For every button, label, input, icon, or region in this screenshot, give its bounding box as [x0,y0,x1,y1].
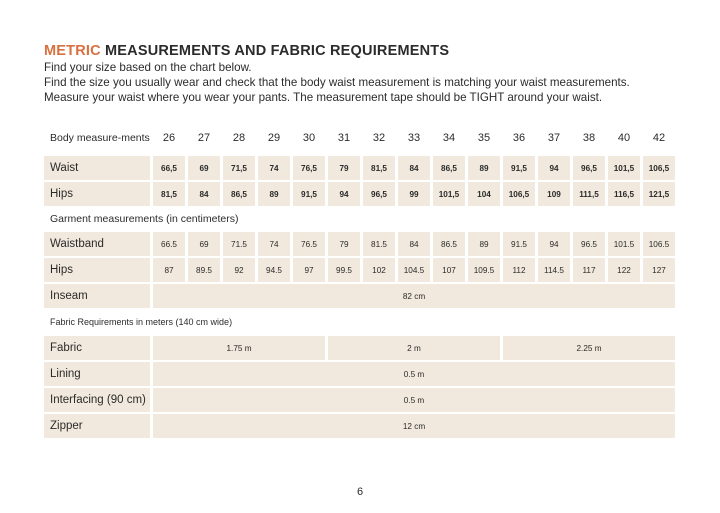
inseam-row [44,284,675,308]
table-cell: 106,5 [503,182,535,206]
table-cell: 76.5 [293,232,325,256]
intro-line: Find the size you usually wear and check that the body waist measurement is matching your waist measurements. [44,75,630,89]
size-header: 28 [232,132,246,144]
table-cell: 104.5 [398,258,430,282]
garment-row [44,232,675,256]
size-header: 27 [197,132,211,144]
table-cell: 84 [398,232,430,256]
page-heading [44,43,449,59]
table-cell: 127 [643,258,675,282]
body-measurements-header: Body measure-ments [50,132,150,144]
size-header: 42 [652,132,666,144]
intro-text [44,61,630,105]
size-header: 31 [337,132,351,144]
table-cell: 89 [468,156,500,180]
table-cell: 74 [258,156,290,180]
table-cell: 66.5 [153,232,185,256]
table-cell: 86.5 [433,232,465,256]
size-header: 38 [582,132,596,144]
table-cell: 111,5 [573,182,605,206]
table-cell: 121,5 [643,182,675,206]
row-label: Fabric [44,336,150,360]
size-header: 35 [477,132,491,144]
heading-rest: MEASUREMENTS AND FABRIC REQUIREMENTS [105,43,450,59]
row-label: Waistband [44,232,150,256]
table-cell: 94 [538,156,570,180]
table-cell: 89 [468,232,500,256]
table-cell: 101,5 [608,156,640,180]
fabric-value: 2.25 m [503,336,675,360]
table-cell: 112 [503,258,535,282]
table-cell: 107 [433,258,465,282]
row-label: Interfacing (90 cm) [44,388,150,412]
garment-section-header: Garment measurements (in centimeters) [50,213,239,225]
table-cell: 104 [468,182,500,206]
table-cell: 69 [188,232,220,256]
table-cell: 74 [258,232,290,256]
fabric-section-header: Fabric Requirements in meters (140 cm wide) [50,317,233,327]
size-header: 33 [407,132,421,144]
table-cell: 99 [398,182,430,206]
table-cell: 116,5 [608,182,640,206]
size-header-row [44,122,675,154]
table-cell: 81,5 [363,156,395,180]
row-label: Zipper [44,414,150,438]
inseam-value: 82 cm [153,284,675,308]
table-cell: 101,5 [433,182,465,206]
table-cell: 94 [328,182,360,206]
table-cell: 71,5 [223,156,255,180]
table-cell: 122 [608,258,640,282]
table-cell: 94.5 [258,258,290,282]
table-cell: 89.5 [188,258,220,282]
table-cell: 76,5 [293,156,325,180]
table-cell: 81,5 [153,182,185,206]
size-chart [41,120,678,440]
interfacing-row [44,388,675,412]
fabric-value: 1.75 m [153,336,325,360]
table-cell: 69 [188,156,220,180]
table-cell: 109 [538,182,570,206]
table-cell: 91,5 [503,156,535,180]
size-header: 29 [267,132,281,144]
intro-line: Find your size based on the chart below. [44,61,252,74]
table-cell: 109.5 [468,258,500,282]
table-cell: 81.5 [363,232,395,256]
lining-row [44,362,675,386]
fabric-section-row [44,310,675,334]
table-cell: 92 [223,258,255,282]
row-label: Lining [44,362,150,386]
size-header: 37 [547,132,561,144]
table-cell: 106.5 [643,232,675,256]
table-cell: 79 [328,232,360,256]
size-header: 40 [617,132,631,144]
size-header: 34 [442,132,456,144]
fabric-row [44,336,675,360]
table-cell: 99.5 [328,258,360,282]
garment-row [44,258,675,282]
row-label: Hips [44,182,150,206]
body-row [44,182,675,206]
table-cell: 91.5 [503,232,535,256]
table-cell: 87 [153,258,185,282]
table-cell: 86,5 [433,156,465,180]
size-header: 36 [512,132,526,144]
table-cell: 79 [328,156,360,180]
row-label: Inseam [44,284,150,308]
table-cell: 114.5 [538,258,570,282]
table-cell: 97 [293,258,325,282]
lining-value: 0.5 m [153,362,675,386]
fabric-value: 2 m [328,336,500,360]
table-cell: 89 [258,182,290,206]
zipper-row [44,414,675,438]
size-header: 26 [162,132,176,144]
heading-accent: METRIC [44,43,101,59]
row-label: Waist [44,156,150,180]
table-cell: 84 [188,182,220,206]
table-cell: 91,5 [293,182,325,206]
body-row [44,156,675,180]
size-header: 32 [372,132,386,144]
table-cell: 66,5 [153,156,185,180]
table-cell: 96,5 [363,182,395,206]
table-cell: 96.5 [573,232,605,256]
table-cell: 101.5 [608,232,640,256]
intro-line: Measure your waist where you wear your pants. The measurement tape should be TIGHT around your waist. [44,90,603,104]
table-cell: 86,5 [223,182,255,206]
zipper-value: 12 cm [153,414,675,438]
table-cell: 117 [573,258,605,282]
table-cell: 84 [398,156,430,180]
interfacing-value: 0.5 m [153,388,675,412]
row-label: Hips [44,258,150,282]
table-cell: 102 [363,258,395,282]
size-header: 30 [302,132,316,144]
garment-section-row [44,208,675,230]
page-number: 6 [356,486,364,498]
table-cell: 96,5 [573,156,605,180]
table-cell: 94 [538,232,570,256]
table-cell: 106,5 [643,156,675,180]
table-cell: 71.5 [223,232,255,256]
